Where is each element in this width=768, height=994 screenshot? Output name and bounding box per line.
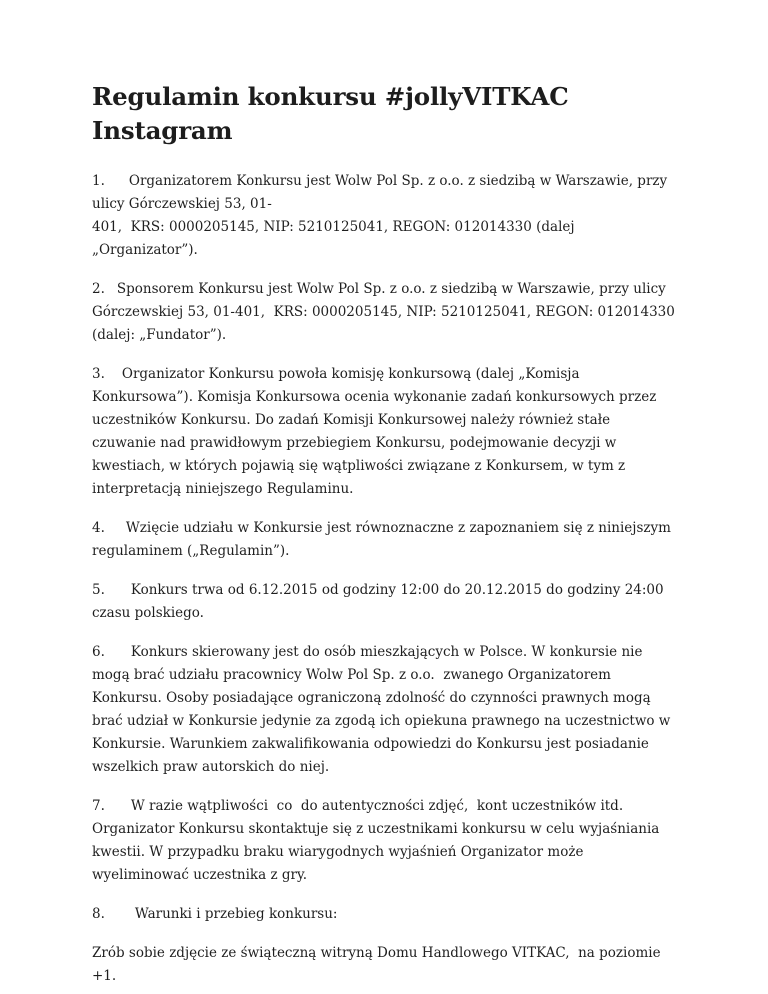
paragraph-5 bbox=[92, 579, 676, 625]
paragraph-number: 1. bbox=[92, 173, 105, 189]
document-title: Regulamin konkursu #jollyVITKAC Instagram bbox=[92, 82, 569, 145]
paragraph-text: Organizatorem Konkursu jest Wolw Pol Sp. z o.o. z siedzibą w Warszawie, przy ulicy Górczewskiej 53, 01- 401, KRS: 0000205145, NIP: 5210125041, REGON: 012014330 (dalej „Organizator”). bbox=[92, 173, 668, 258]
paragraph-text: Konkurs skierowany jest do osób mieszkających w Polsce. W konkursie nie mogą brać udziału pracownicy Wolw Pol Sp. z o.o. zwanego Organizatorem Konkursu. Osoby posiadające ograniczoną zdolność do czynności prawnych mogą brać udział w Konkursie jedynie za zgodą ich opiekuna prawnego na uczestnictwo w Konkursie. Warunkiem zakwalifikowania odpowiedzi do Konkursu jest posiadanie wszelkich praw autorskich do niej. bbox=[92, 644, 675, 775]
paragraph-2 bbox=[92, 278, 680, 347]
paragraph-4 bbox=[92, 517, 676, 563]
paragraph-text: W razie wątpliwości co do autentyczności zdjęć, kont uczestników itd. Organizator Konkursu skontaktuje się z uczestnikami konkursu w celu wyjaśniania kwestii. W przypadku braku wiarygodnych wyjaśnień Organizator może wyeliminować uczestnika z gry. bbox=[92, 798, 664, 883]
paragraph-1 bbox=[92, 170, 676, 262]
paragraph-number: 5. bbox=[92, 582, 105, 598]
paragraph-number: 4. bbox=[92, 520, 105, 536]
paragraph-7 bbox=[92, 795, 676, 887]
paragraph-3 bbox=[92, 363, 676, 501]
paragraph-8 bbox=[92, 903, 676, 926]
paragraph-text: Sponsorem Konkursu jest Wolw Pol Sp. z o.o. z siedzibą w Warszawie, przy ulicy Górczewskiej 53, 01-401, KRS: 0000205145, NIP: 5210125041, REGON: 012014330 (dalej: „Fundator”). bbox=[92, 281, 680, 343]
paragraph-number: 2. bbox=[92, 281, 105, 297]
paragraph-text: Warunki i przebieg konkursu: bbox=[134, 906, 338, 922]
paragraph-text: Wzięcie udziału w Konkursie jest równoznaczne z zapoznaniem się z niniejszym regulaminem („Regulamin”). bbox=[92, 520, 676, 559]
paragraph-text: Organizator Konkursu powoła komisję konkursową (dalej „Komisja Konkursowa”). Komisja Konkursowa ocenia wykonanie zadań konkursowych przez uczestników Konkursu. Do zadań Komisji Konkursowej należy również stałe czuwanie nad prawidłowym przebiegiem Konkursu, podejmowanie decyzji w kwestiach, w których pojawią się wątpliwości związane z Konkursem, w tym z interpretacją niniejszego Regulaminu. bbox=[92, 366, 661, 497]
paragraph-number: 7. bbox=[92, 798, 105, 814]
paragraph-number: 6. bbox=[92, 644, 105, 660]
paragraph-number: 8. bbox=[92, 906, 105, 922]
paragraph-text: Konkurs trwa od 6.12.2015 od godziny 12:00 do 20.12.2015 do godziny 24:00 czasu polskiego. bbox=[92, 582, 668, 621]
paragraph-number: 3. bbox=[92, 366, 105, 382]
paragraph-6 bbox=[92, 641, 676, 779]
closing-paragraph: Zrób sobie zdjęcie ze świąteczną witryną Domu Handlowego VITKAC, na poziomie +1. bbox=[92, 945, 665, 984]
